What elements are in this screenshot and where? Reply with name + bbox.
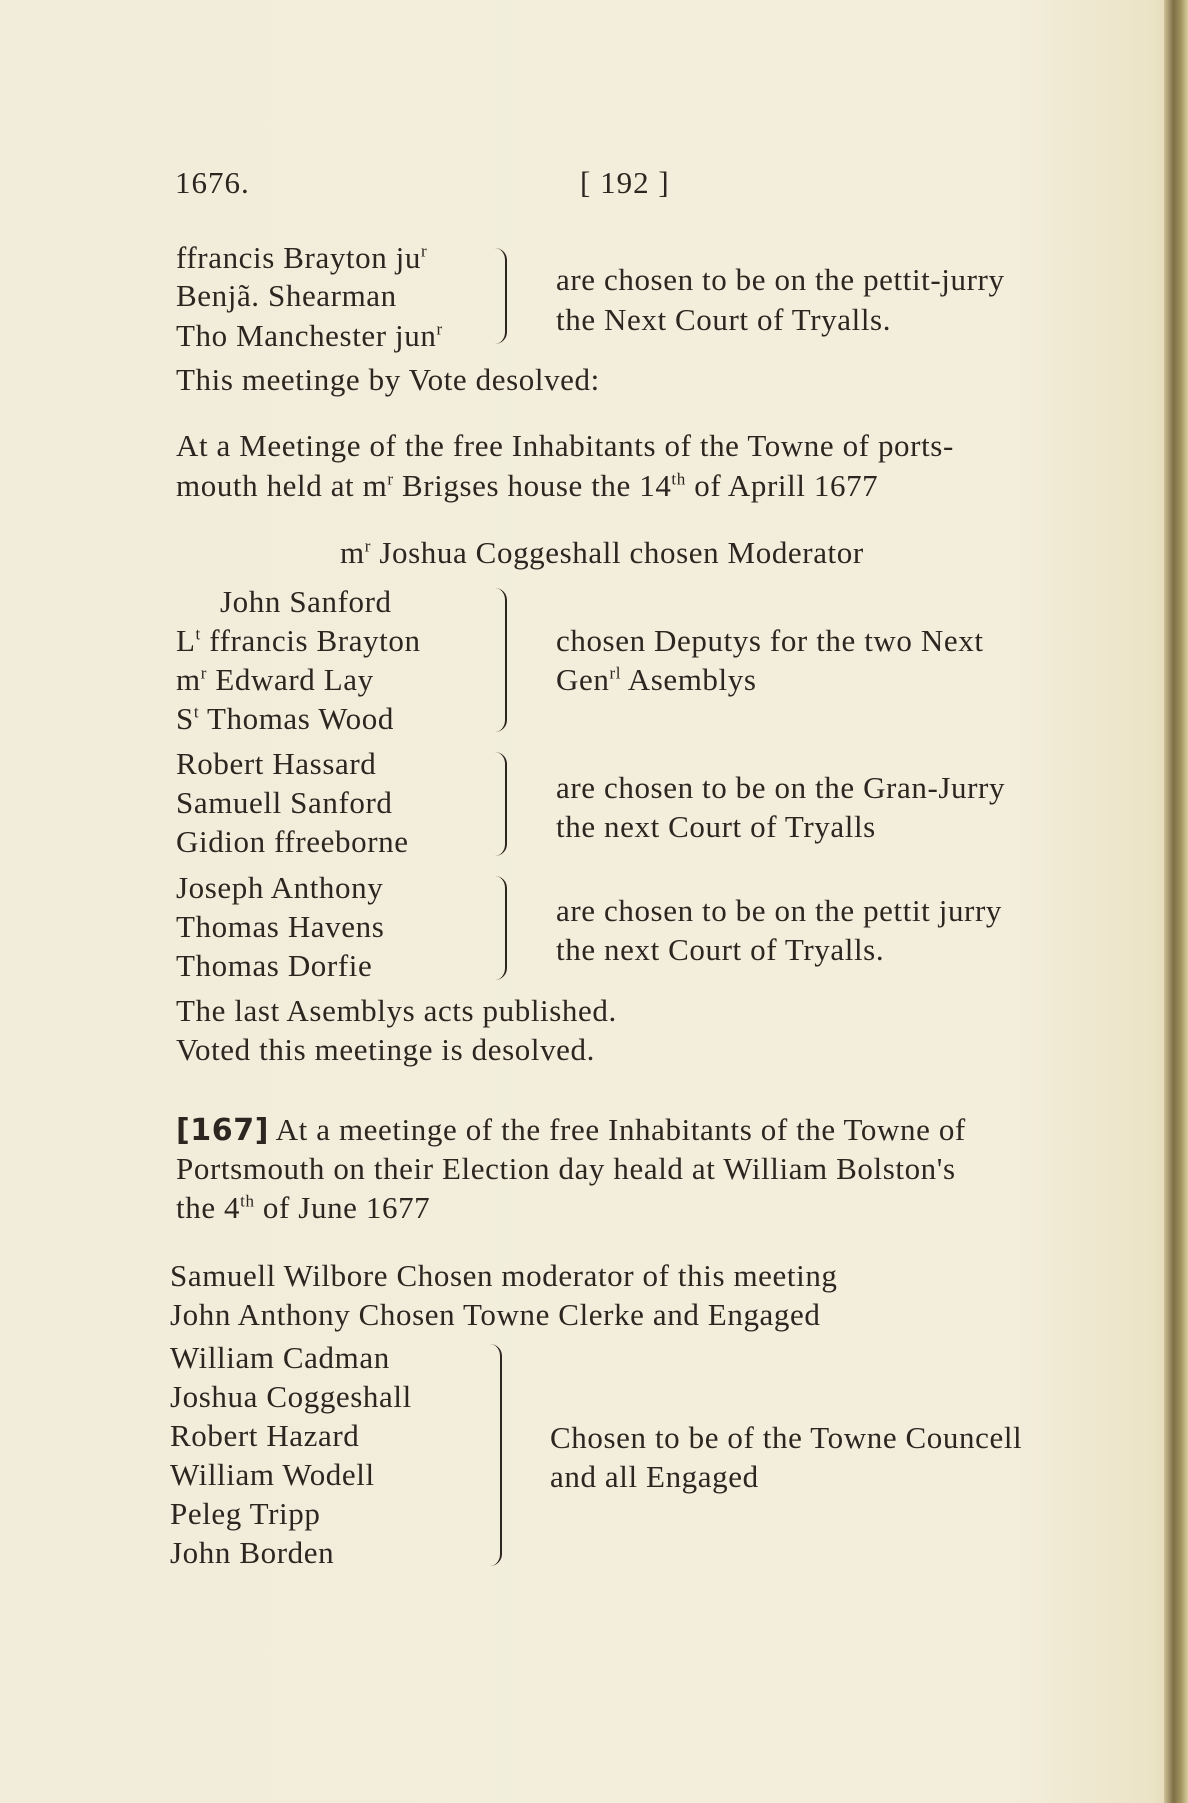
name-entry: Samuell Sanford bbox=[176, 785, 393, 820]
clerk-line: John Anthony Chosen Towne Clerke and Engaged bbox=[170, 1297, 821, 1332]
name-entry: John Borden bbox=[170, 1535, 335, 1570]
name-entry: $L^t$ ffrancis Brayton bbox=[176, 623, 421, 658]
name-entry: Peleg Tripp bbox=[170, 1496, 321, 1531]
result-text: the next Court of Tryalls. bbox=[556, 932, 885, 967]
name-entry: Benjã. Shearman bbox=[176, 278, 397, 313]
brace bbox=[495, 876, 507, 980]
result-text: chosen Deputys for the two Next bbox=[556, 623, 984, 658]
name-entry: William Cadman bbox=[170, 1340, 390, 1375]
name-entry: William Wodell bbox=[170, 1457, 375, 1492]
result-text: and all Engaged bbox=[550, 1459, 759, 1494]
moderator-line: Samuell Wilbore Chosen moderator of this meeting bbox=[170, 1258, 838, 1293]
closing-line: Voted this meetinge is desolved. bbox=[176, 1032, 595, 1067]
meeting-heading: [167] At a meetinge of the free Inhabitants of the Towne of bbox=[176, 1112, 966, 1148]
closing-line: The last Asemblys acts published. bbox=[176, 993, 617, 1028]
name-entry: Thomas Dorfie bbox=[176, 948, 373, 983]
page-number: [ 192 ] bbox=[580, 165, 670, 200]
meeting-heading: Portsmouth on their Election day heald at William Bolston's bbox=[176, 1151, 956, 1186]
closing-line: This meetinge by Vote desolved: bbox=[176, 362, 600, 397]
name-entry: Robert Hazard bbox=[170, 1418, 360, 1453]
name-entry: John Sanford bbox=[220, 584, 392, 619]
marginal-reference: [167] bbox=[176, 1113, 270, 1148]
meeting-heading: the 4th of June 1677 bbox=[176, 1190, 431, 1225]
name-entry: ffrancis Brayton $ju^r$ bbox=[176, 240, 428, 275]
brace bbox=[495, 248, 507, 344]
moderator-line: $m^r$ Joshua Coggeshall chosen Moderator bbox=[340, 535, 864, 570]
name-entry: $S^t$ Thomas Wood bbox=[176, 701, 394, 736]
name-entry: $m^r$ Edward Lay bbox=[176, 662, 374, 697]
result-text: the Next Court of Tryalls. bbox=[556, 302, 892, 337]
page-edge bbox=[1164, 0, 1188, 1803]
name-entry: Joseph Anthony bbox=[176, 870, 384, 905]
name-entry: Tho Manchester jun$^r$ bbox=[176, 318, 443, 353]
brace bbox=[495, 752, 507, 856]
name-entry: Joshua Coggeshall bbox=[170, 1379, 412, 1414]
brace bbox=[495, 588, 507, 732]
name-entry: Robert Hassard bbox=[176, 746, 377, 781]
result-text: are chosen to be on the pettit jurry bbox=[556, 893, 1002, 928]
meeting-heading: At a Meetinge of the free Inhabitants of the Towne of ports- bbox=[176, 428, 954, 463]
header-year: 1676. bbox=[175, 165, 250, 200]
name-entry: Thomas Havens bbox=[176, 909, 385, 944]
name-entry: Gidion ffreeborne bbox=[176, 824, 409, 859]
result-text: the next Court of Tryalls bbox=[556, 809, 876, 844]
meeting-heading: mouth held at $m^r$ Brigses house the 14th of Aprill 1677 bbox=[176, 468, 879, 503]
result-text: Chosen to be of the Towne Councell bbox=[550, 1420, 1023, 1455]
brace bbox=[490, 1344, 502, 1566]
result-text: Gen$^{rl}$ Asemblys bbox=[556, 662, 757, 697]
result-text: are chosen to be on the pettit-jurry bbox=[556, 262, 1005, 297]
result-text: are chosen to be on the Gran-Jurry bbox=[556, 770, 1006, 805]
